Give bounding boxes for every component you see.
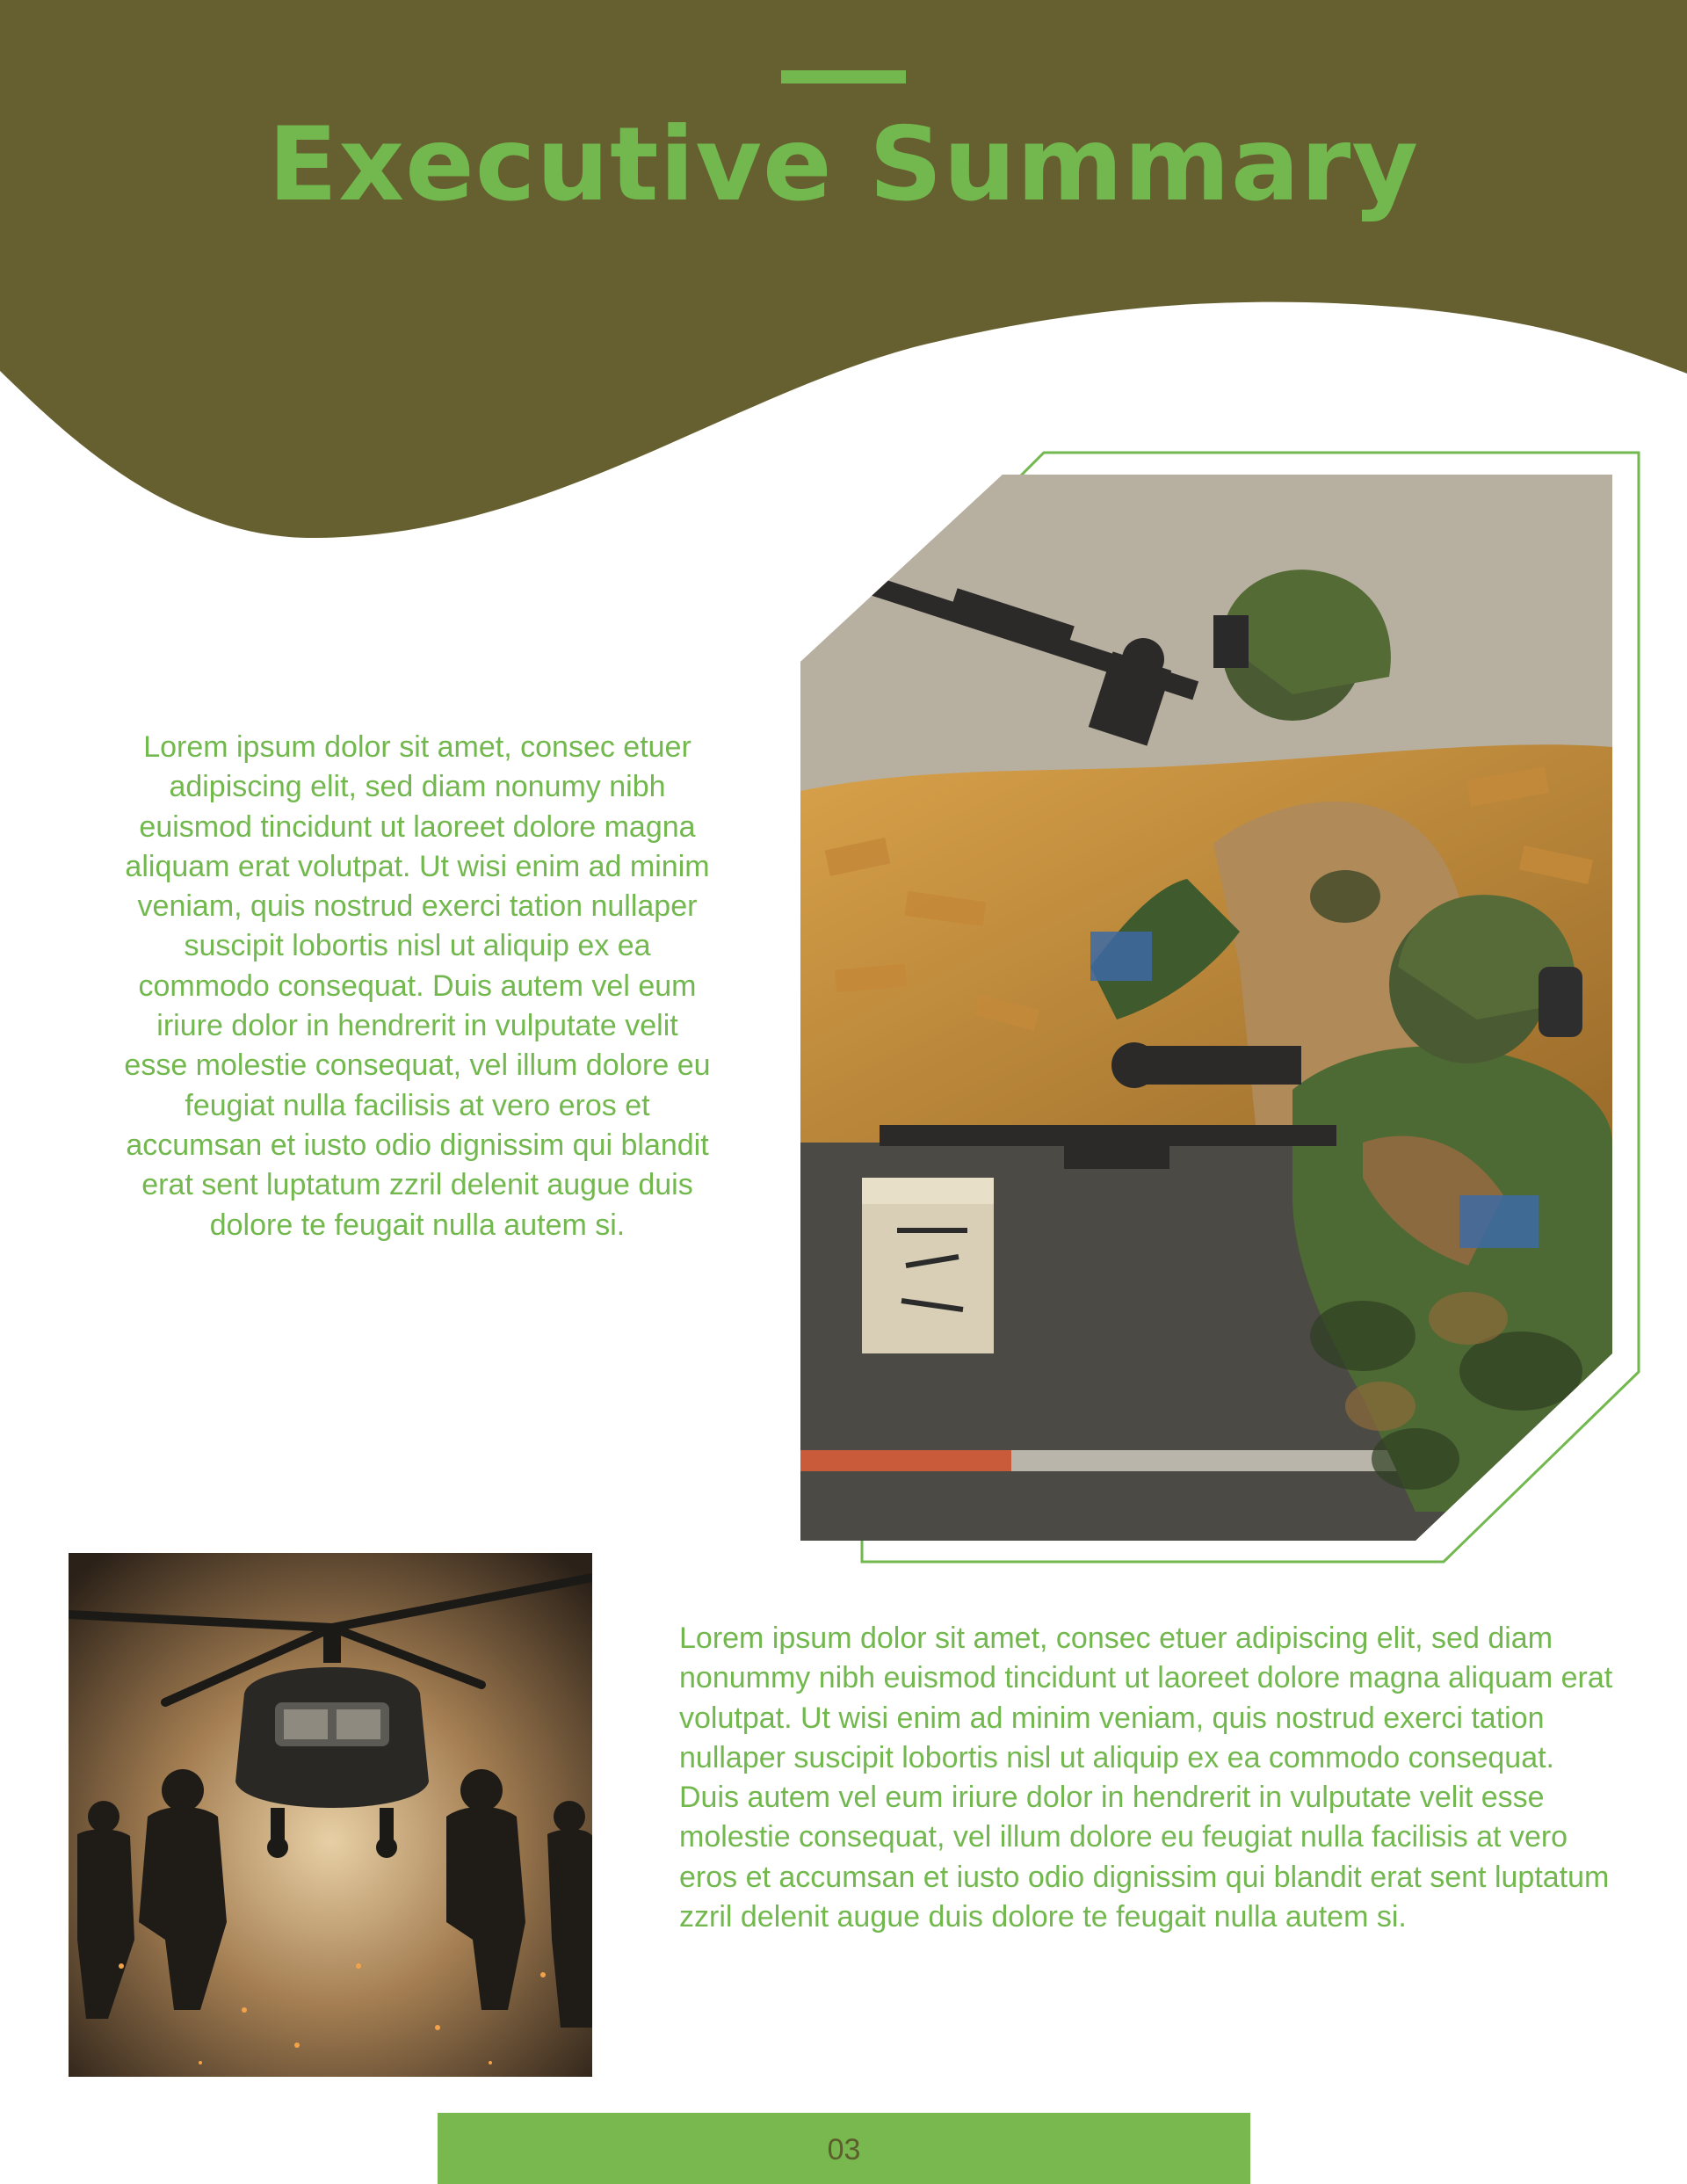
page-number: 03 bbox=[827, 2133, 861, 2166]
helicopter-photo bbox=[69, 1553, 592, 2077]
page-title: Executive Summary bbox=[268, 105, 1419, 224]
detail-paragraph: Lorem ipsum dolor sit amet, consec etuer adipiscing elit, sed diam nonummy nibh euismod tincidunt ut laoreet dolore magna aliquam erat volutpat. Ut wisi enim ad minim veniam, quis nostrud exerci tation nullaper suscipit lobortis nisl ut aliquip ex ea commodo consequat. Duis autem vel eum iriure dolor in hendrerit in vulputate velit esse molestie consequat, vel illum dolore eu feugiat nulla facilisis at vero eros et accumsan et iusto odio dignissim qui blandit erat sent luptatum zzril delenit augue duis dolore te feugait nulla autem si. bbox=[679, 1622, 1613, 1934]
intro-paragraph: Lorem ipsum dolor sit amet, consec etuer adipiscing elit, sed diam nonumy nibh euismod tincidunt ut laoreet dolore magna aliquam erat volutpat. Ut wisi enim ad minim veniam, quis nostrud exerci tation nullaper suscipit lobortis nisl ut aliquip ex ea commodo consequat. Duis autem vel eum iriure dolor in hendrerit in vulputate velit esse molestie consequat, vel illum dolore eu feugiat nulla facilisis at vero eros et accumsan et iusto odio dignissim qui blandit erat sent luptatum zzril delenit augue duis dolore te feugait nulla autem si. bbox=[124, 730, 711, 1242]
title-accent-bar bbox=[781, 70, 906, 83]
soldiers-photo bbox=[800, 475, 1612, 1541]
footer-bar bbox=[438, 2113, 1250, 2184]
